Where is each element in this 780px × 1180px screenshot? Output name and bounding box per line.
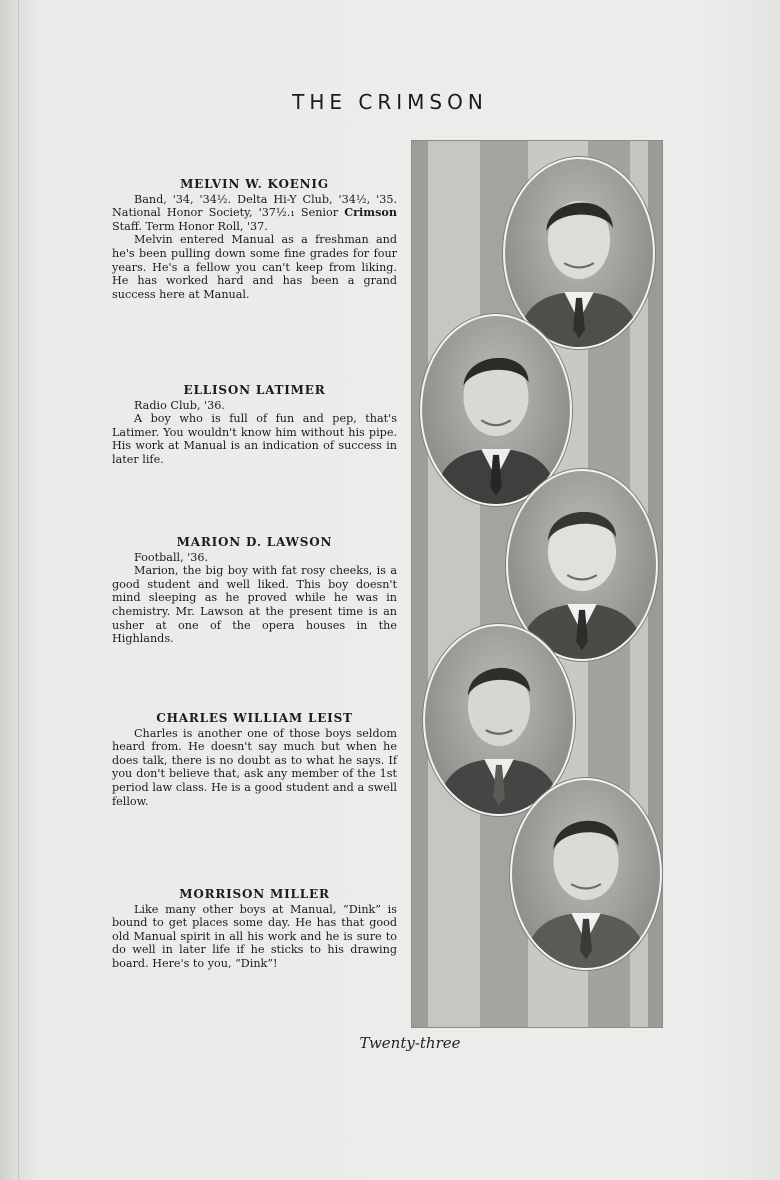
portrait-melvin-koenig [503,157,655,349]
entry-activities: Football, '36. [134,550,209,564]
page-title: THE CRIMSON [292,90,488,114]
binding-gutter [18,0,19,1180]
entry-name: CHARLES WILLIAM LEIST [156,711,353,725]
entry-bio: A boy who is full of fun and pep, that's Latimer. You wouldn't know him without his pipe. His work at Manual is an indication of success in later life. [112,412,397,466]
entry-melvin-koenig [112,178,397,301]
entry-name: ELLISON LATIMER [183,383,326,397]
entry-name: MELVIN W. KOENIG [180,177,329,191]
entry-ellison-latimer [112,384,397,467]
entry-bio: Melvin entered Manual as a freshman and he's been pulling down some fine grades for four years. He's a fellow you can't keep from liking. He has worked hard and has been a grand success here at Manual. [112,233,397,301]
portrait-figure [425,626,573,814]
entry-bio: Like many other boys at Manual, “Dink” is bound to get places some day. He has that good old Manual spirit in all his work and he is sure to do well in later life if he sticks to his drawing board. Here's to you, “Dink”! [112,902,397,970]
entry-name: MARION D. LAWSON [176,535,333,549]
entry-morrison-miller [112,888,397,971]
page-number-label: Twenty-three [359,1034,461,1052]
entry-activities: Radio Club, '36. [134,398,225,412]
entry-activities: Band, '34, '34½. Delta Hi-Y Club, '34½, '35. National Honor Society, '37½.₁ Senior Crimson Staff. Term Honor Roll, '37. [112,192,397,233]
entry-bio: Charles is another one of those boys seldom heard from. He doesn't say much but when he does talk, there is no doubt as to what he says. If you don't believe that, ask any member of the 1st period law class. He is a good student and a swell fellow. [112,726,397,808]
entry-charles-leist [112,712,397,808]
portrait-figure [422,316,570,504]
portrait-figure [512,780,660,968]
entry-name: MORRISON MILLER [179,887,330,901]
entry-bio: Marion, the big boy with fat rosy cheeks, is a good student and well liked. This boy doesn't mind sleeping as he proved while he was in chemistry. Mr. Lawson at the present time is an usher at one of the opera houses in the Highlands. [112,564,397,646]
entry-marion-lawson [112,536,397,646]
portrait-figure [505,159,653,347]
portrait-morrison-miller [510,778,662,970]
portrait-figure [508,471,656,659]
